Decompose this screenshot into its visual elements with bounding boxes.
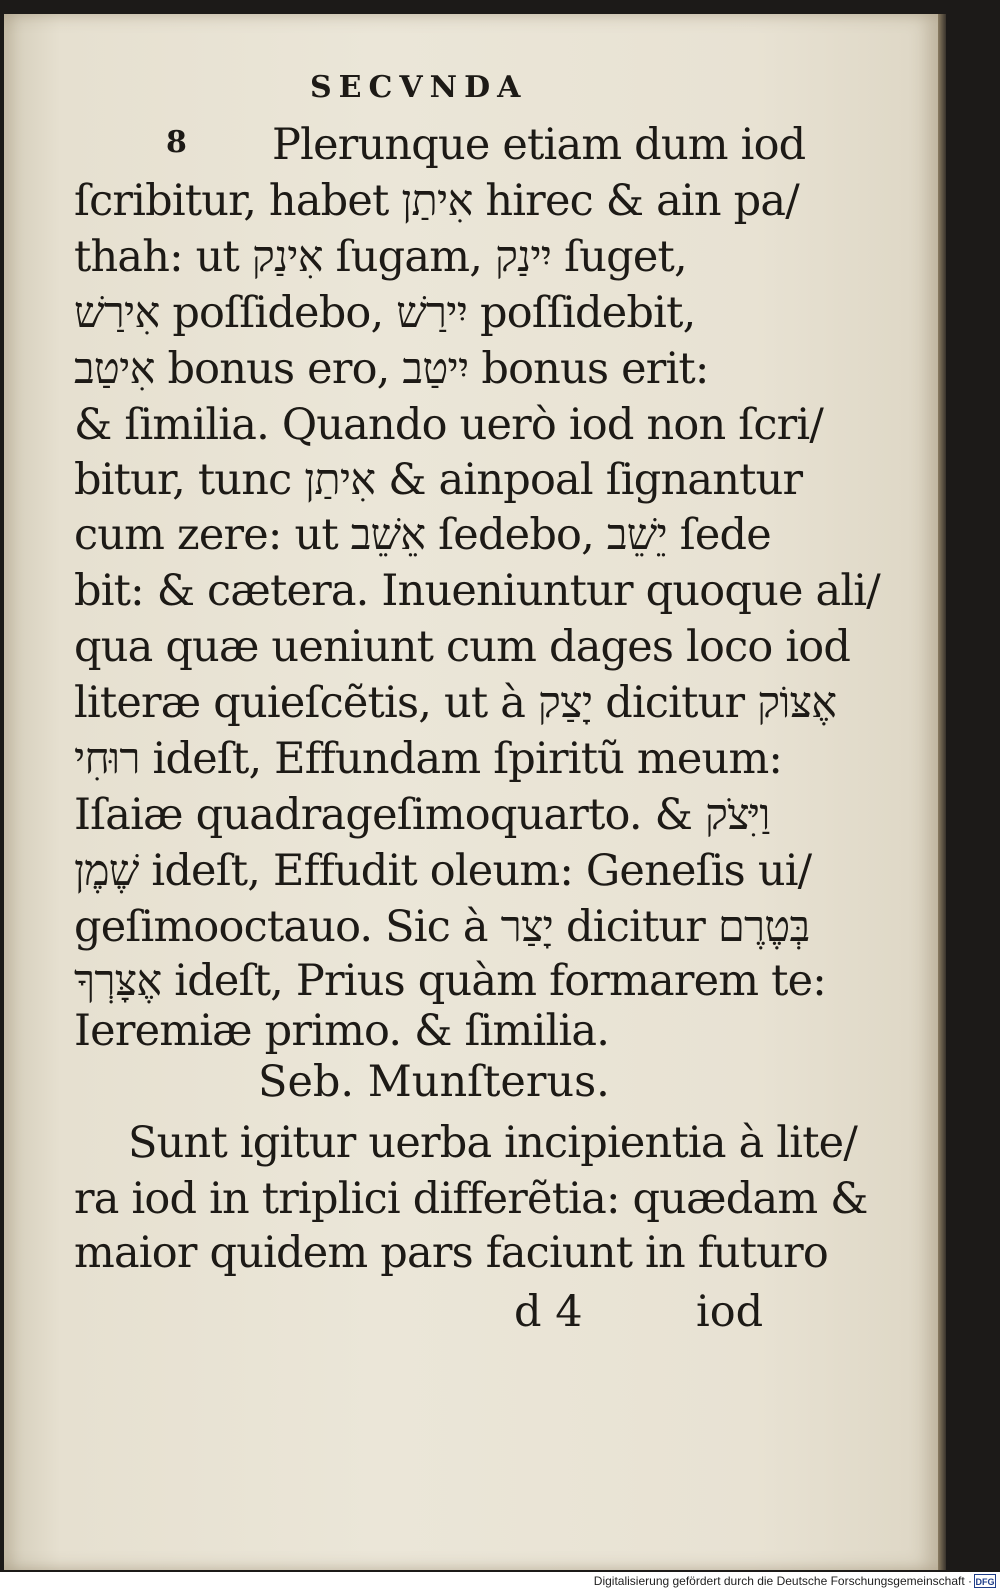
text-line: thah: ut אִינַק ſugam, יִינַק ſuget, (74, 232, 687, 282)
text-line: אִירַשׁ poſſidebo, יִירַשׁ poſſidebit, (74, 288, 696, 338)
author-line: Seb. Munſterus. (258, 1057, 610, 1107)
text-line: Sunt igitur uerba incipientia à lite/ (128, 1118, 858, 1168)
text-line: ra iod in triplici differẽtia: quædam & (74, 1174, 868, 1224)
dfg-logo: DFG (974, 1574, 996, 1588)
paragraph-marker: 8 (166, 125, 187, 160)
footer-credit: Digitalisierung gefördert durch die Deutsche Forschungsgemeinschaft · (593, 1574, 972, 1588)
text-line: שֶׁמֶן ideſt, Effudit oleum: Geneſis ui/ (74, 846, 812, 896)
text-line: Plerunque etiam dum iod (272, 120, 806, 170)
text-line: qua quæ ueniunt cum dages loco iod (74, 622, 851, 672)
catchword: iod (696, 1287, 764, 1337)
text-line: maior quidem pars faciunt in futuro (74, 1228, 828, 1278)
text-line: ſcribitur, habet אִיתַן hirec & ain pa/ (74, 176, 799, 226)
text-line: אִיטַב bonus ero, יִיטַב bonus erit: (74, 344, 709, 394)
text-line: bitur, tunc אִיתַן & ainpoal ſignantur (74, 455, 803, 505)
text-line: רוּחִי ideſt, Effundam ſpiritũ meum: (74, 734, 783, 784)
text-line: Ieremiæ primo. & ſimilia. (74, 1006, 610, 1056)
text-line: bit: & cætera. Inueniuntur quoque ali/ (74, 566, 880, 616)
signature-mark: d 4 (514, 1287, 583, 1337)
page-edge (938, 14, 946, 1570)
text-line: cum zere: ut אֵשֵׁב ſedebo, יֵשֵׁב ſede (74, 510, 771, 560)
text-line: geſimooctauo. Sic à יָצַר dicitur בְּטֶרֶם (74, 902, 810, 952)
running-head: SECVNDA (310, 70, 528, 105)
text-line: literæ quieſcẽtis, ut à יָצַק dicitur אֶצּוֹק (74, 678, 837, 728)
text-line: Iſaiæ quadrageſimoquarto. & וַיִּצֹק (74, 790, 770, 840)
text-line: אֶצָּרְךָ ideſt, Prius quàm formarem te: (74, 956, 826, 1006)
text-line: & ſimilia. Quando uerò iod non ſcri/ (74, 400, 824, 450)
